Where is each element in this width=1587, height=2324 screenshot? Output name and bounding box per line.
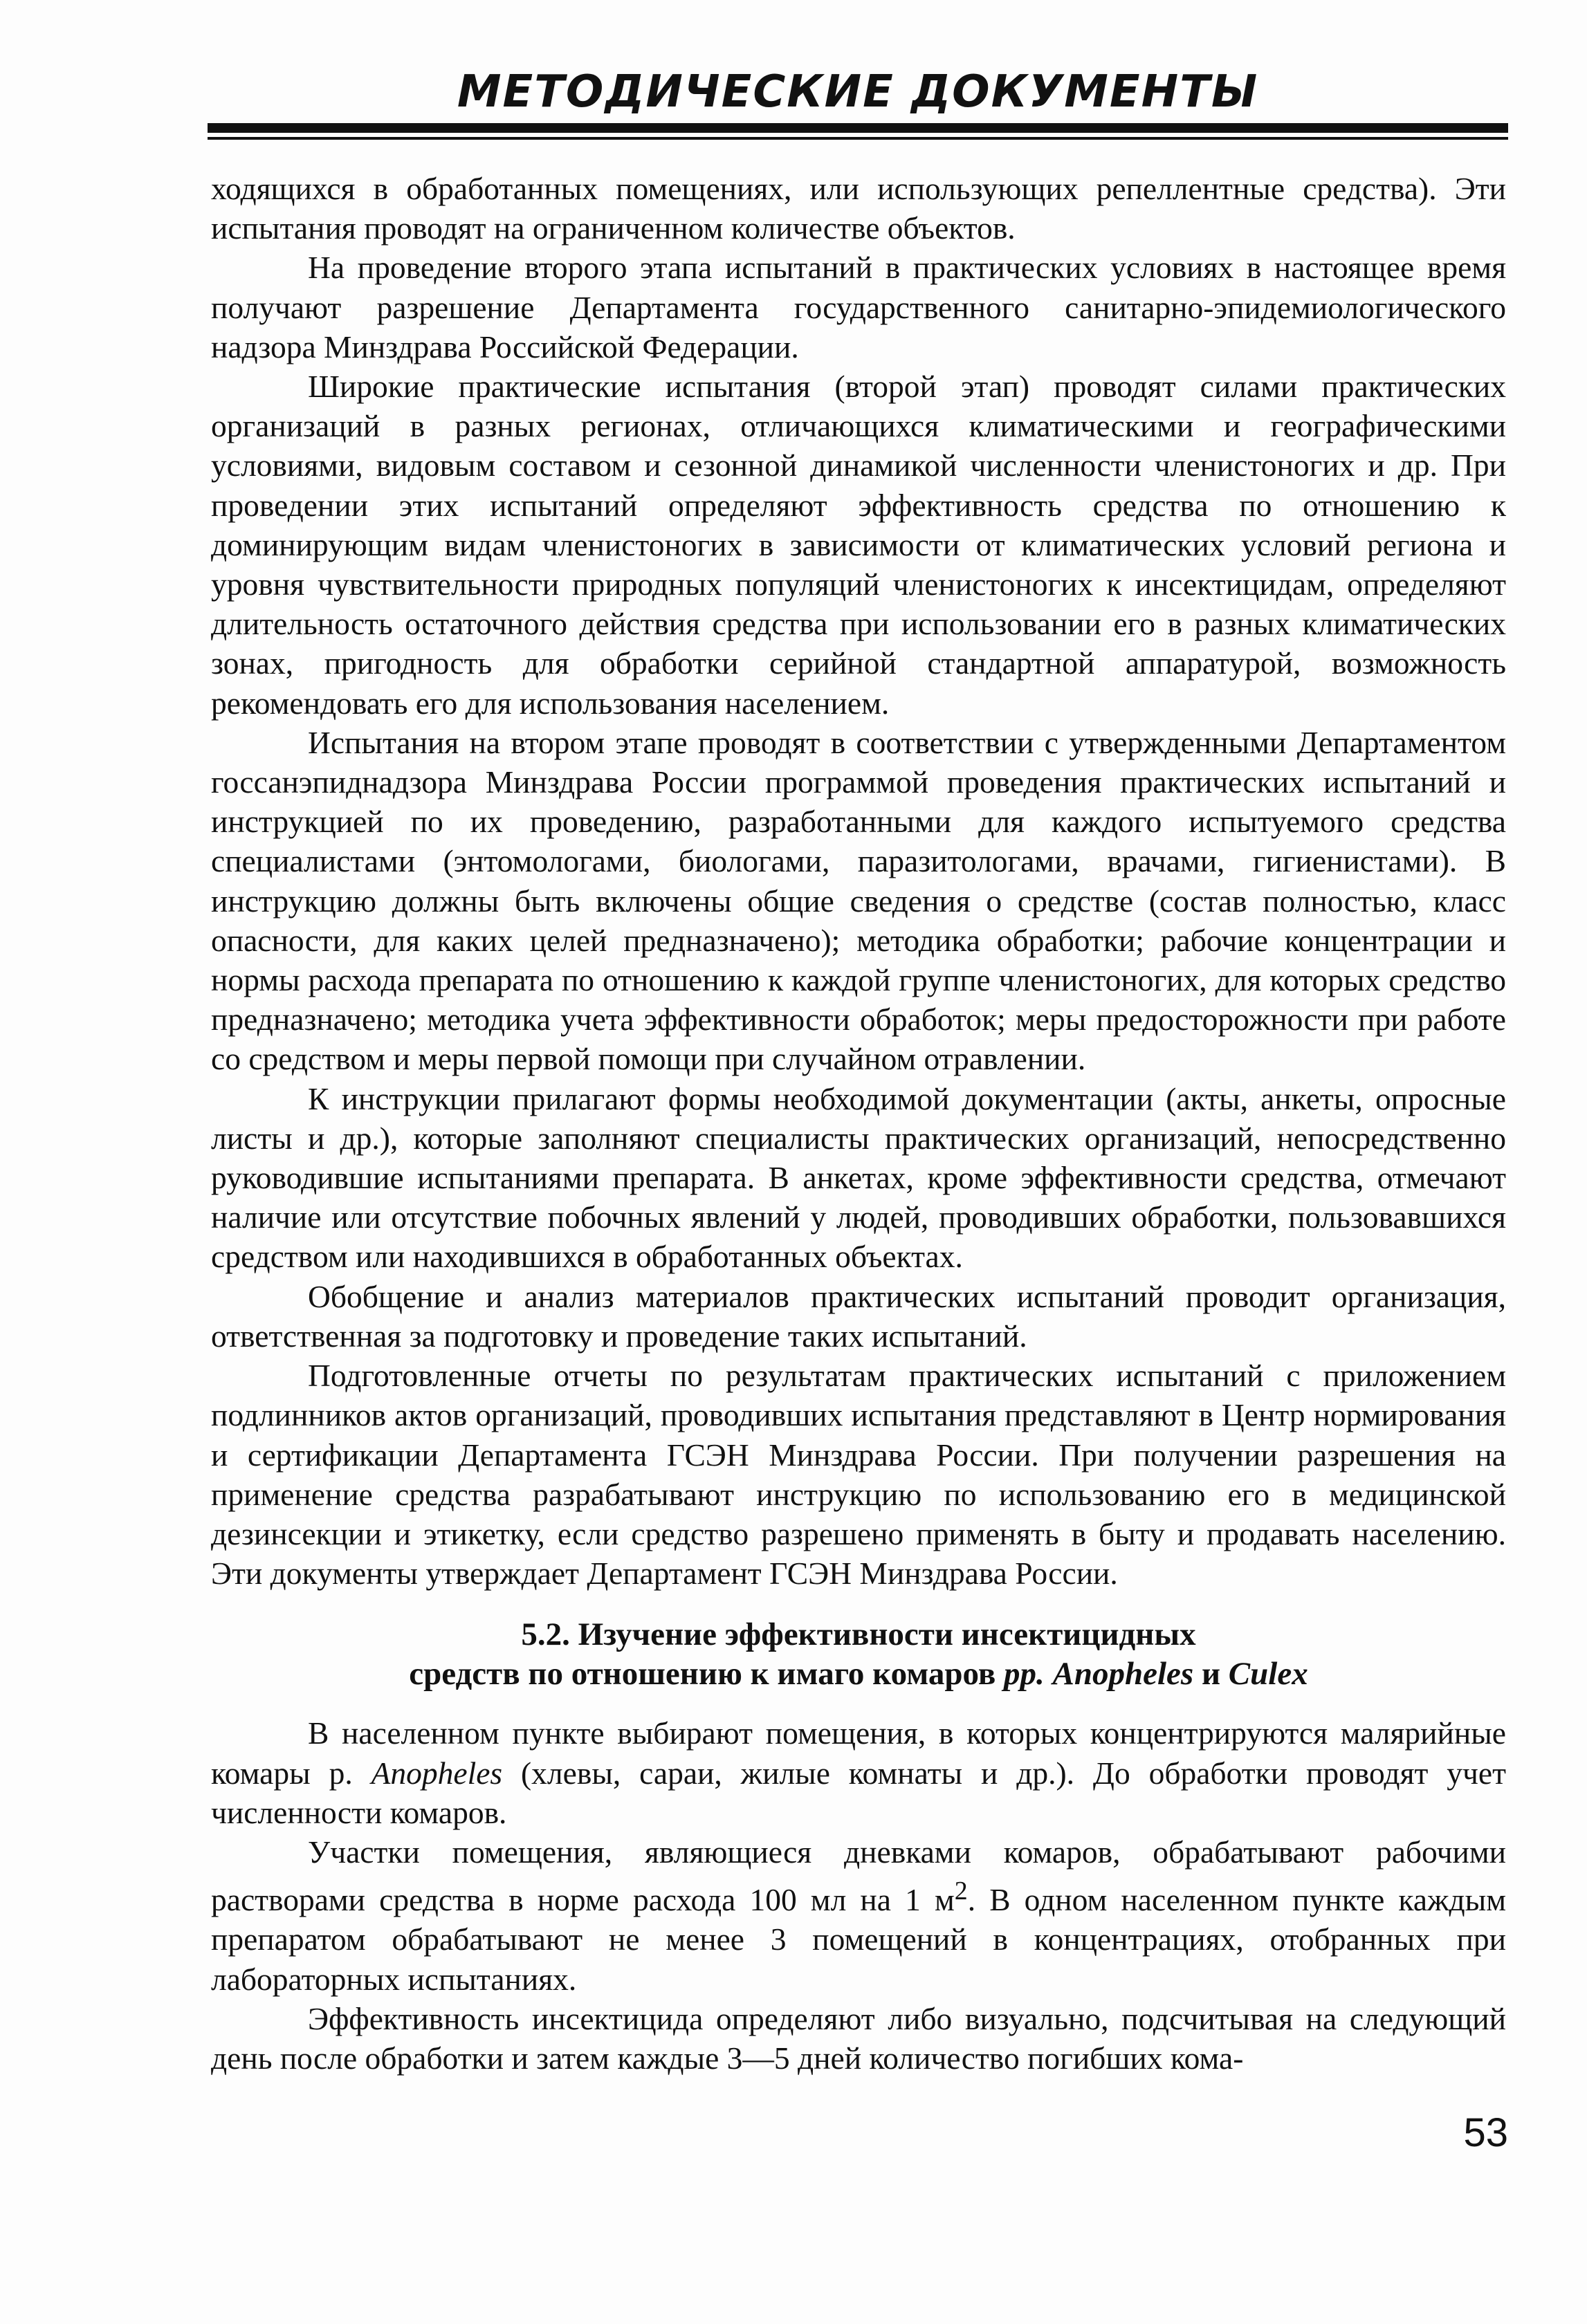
page-number: 53 <box>1463 2110 1508 2155</box>
text-run: Участки помещения, являющиеся дневками комаров, обрабатывают рабочими растворами средства в норме расхода 100 мл на 1 м <box>211 1834 1506 1918</box>
paragraph: Эффективность инсектицида определяют либо визуально, подсчитывая на следующий день после обработки и затем каждые 3—5 дней количество погибших кома- <box>211 2000 1506 2076</box>
heading-conj: и <box>1193 1656 1229 1693</box>
paragraph: К инструкции прилагают формы необходимой документации (акты, анкеты, опросные листы и др.), которые заполняют специалисты практических организаций, непосредственно руководившие испытаниями препарата. В анкетах, кроме эффективности средства, отмечают наличие или отсутствие побочных явлений у людей, проводивших обработки, пользовавшихся средством или находившихся в обработанных объектах. <box>211 1080 1506 1275</box>
paragraph: ходящихся в обработанных помещениях, или использующих репеллентные средства). Эти испытания проводят на ограниченном количестве объектов. <box>211 171 1506 246</box>
genus-anopheles: Anopheles <box>371 1755 503 1791</box>
paragraph: Подготовленные отчеты по результатам практических испытаний с приложением подлинников актов организаций, проводивших испытания представляют в Центр нормирования и сертификации Департамента ГСЭН Минздрава России. При получении разрешения на применение средства разрабатывают инструкцию по использованию его в медицинской дезинсекции и этикетку, если средство разрешено применять в быту и продавать населению. Эти документы утверждает Департамент ГСЭН Минздрава России. <box>211 1358 1506 1592</box>
superscript: 2 <box>954 1876 968 1906</box>
paragraph <box>211 1713 1506 1832</box>
paragraph <box>211 1832 1506 1999</box>
text-run: В населенном пункте выбирают помещения, в которых концентрируются малярийные комары р. <box>211 1715 1506 1791</box>
paragraph: Испытания на втором этапе проводят в соответствии с утвержденными Департаментом госсанэпиднадзора Минздрава России программой проведения практических испытаний и инструкцией по их проведению, разработанными для каждого испытуемого средства специалистами (энтомологами, биологами, паразитологами, врачами, гигиенистами). В инструкцию должны быть включены общие сведения о средстве (состав полностью, класс опасности, для каких целей предназначено); методика обработки; рабочие концентрации и нормы расхода препарата по отношению к каждой группе членистоногих, для которых средство предназначено; методика учета эффективности обработок; меры предосторожности при работе со средством и меры первой помощи при случайном отравлении. <box>211 724 1506 1077</box>
header-rule-thick <box>208 123 1508 133</box>
section-heading-line2 <box>211 1654 1506 1694</box>
text-run: . В одном населенном пункте каждым препаратом обрабатывают не менее 3 помещений в концентрациях, отобранных при лабораторных испытаниях. <box>211 1882 1506 1997</box>
section-heading-line1: 5.2. Изучение эффективности инсектицидных <box>521 1616 1196 1653</box>
paragraph: Обобщение и анализ материалов практических испытаний проводит организация, ответственная за подготовку и проведение таких испытаний. <box>211 1278 1506 1354</box>
genus-culex: Culex <box>1228 1656 1308 1693</box>
heading-text: средств по отношению к имаго комаров <box>409 1656 1004 1693</box>
running-header: МЕТОДИЧЕСКИЕ ДОКУМЕНТЫ <box>457 66 1259 118</box>
genera-abbr: pp. <box>1004 1656 1045 1693</box>
header-rule-thin <box>208 137 1508 140</box>
paragraph: На проведение второго этапа испытаний в практических условиях в настоящее время получают разрешение Департамента государственного санитарно-эпидемиологического надзора Минздрава Российской Федерации. <box>211 250 1506 365</box>
paragraph: Широкие практические испытания (второй этап) проводят силами практических организаций в разных регионах, отличающихся климатическими и географическими условиями, видовым составом и сезонной динамикой численности членистоногих и др. При проведении этих испытаний определяют эффективность средства по отношению к доминирующим видам членистоногих в зависимости от климатических условий региона и уровня чувствительности природных популяций членистоногих к инсектицидам, определяют длительность остаточного действия средства при использовании его в разных климатических зонах, пригодность для обработки серийной стандартной аппаратурой, возможность рекомендовать его для использования населением. <box>211 369 1506 721</box>
text-run: (хлевы, сараи, жилые комнаты и др.). До обработки проводят учет численности комаров. <box>211 1755 1506 1830</box>
genus-anopheles: Anopheles <box>1052 1656 1194 1693</box>
body-text <box>211 169 1506 2078</box>
section-heading <box>211 1615 1506 1694</box>
